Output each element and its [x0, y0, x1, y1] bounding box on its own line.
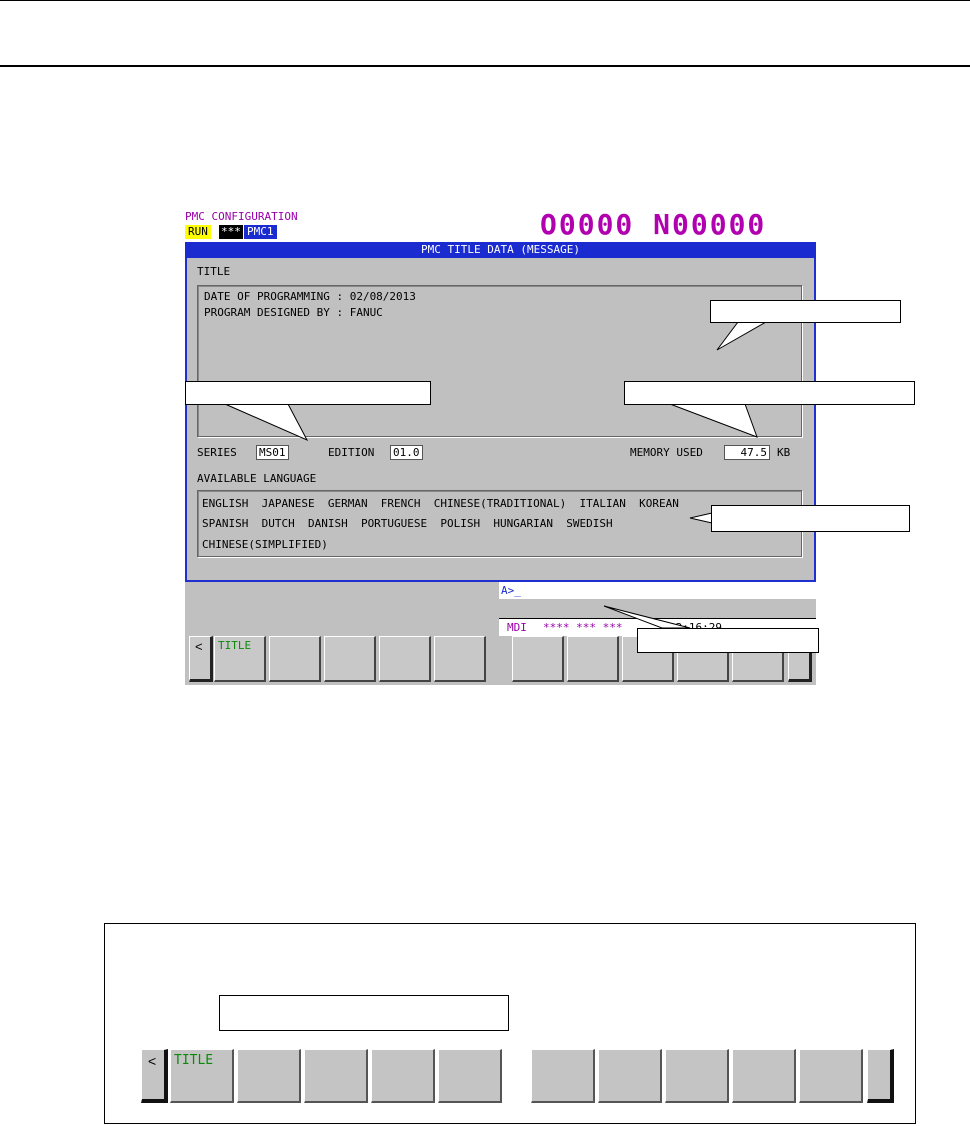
edition-value: 01.0 — [390, 445, 423, 460]
panel-header: PMC TITLE DATA (MESSAGE) — [185, 242, 816, 258]
title-section-label: TITLE — [197, 265, 231, 278]
figure-softkey-title[interactable] — [170, 1049, 234, 1103]
callout-box-memo — [710, 300, 901, 323]
edition-label: EDITION — [328, 446, 375, 459]
callout-box-softkey — [219, 995, 509, 1031]
available-language-label: AVAILABLE LANGUAGE — [197, 472, 317, 485]
figure-softkey-3[interactable] — [304, 1049, 368, 1103]
callout-box-edition — [185, 381, 431, 405]
callout-box-language — [711, 505, 910, 532]
figure-softkey-8[interactable] — [665, 1049, 729, 1103]
figure-softkey-2[interactable] — [237, 1049, 301, 1103]
screen-title: PMC CONFIGURATION — [185, 210, 298, 223]
softkey-title-label: TITLE — [218, 639, 252, 652]
memory-used-value: 47.5 — [724, 445, 770, 460]
title-line-2: PROGRAM DESIGNED BY : FANUC — [204, 306, 383, 319]
figure-chevron-left-icon: < — [148, 1053, 157, 1069]
callout-pointer-memo — [717, 322, 766, 350]
callout-box-status — [637, 628, 819, 653]
mdi-mode: MDI — [507, 621, 527, 634]
figure-next-softkey[interactable] — [867, 1049, 894, 1103]
chevron-left-icon: < — [195, 639, 203, 654]
callout-pointer-status — [604, 606, 690, 628]
figure-previous-softkey[interactable] — [141, 1049, 168, 1103]
figure-softkey-title-label: TITLE — [174, 1053, 214, 1068]
figure-softkey-5[interactable] — [438, 1049, 502, 1103]
figure-softkey-7[interactable] — [598, 1049, 662, 1103]
callout-pointer-edition — [225, 404, 307, 440]
language-line-2: SPANISH DUTCH DANISH PORTUGUESE POLISH HUNGARIAN SWEDISH — [202, 517, 613, 530]
mdi-status-stars: **** *** *** — [543, 621, 623, 634]
alarm-status-badge: *** — [221, 225, 241, 238]
figure-softkey-9[interactable] — [732, 1049, 796, 1103]
series-label: SERIES — [197, 446, 237, 459]
memory-used-label: MEMORY USED — [630, 446, 703, 459]
memory-unit: KB — [777, 446, 791, 459]
pmc-path-badge: PMC1 — [244, 225, 277, 239]
figure-softkey-6[interactable] — [531, 1049, 595, 1103]
figure-softkey-10[interactable] — [799, 1049, 863, 1103]
language-line-1: ENGLISH JAPANESE GERMAN FRENCH CHINESE(TRADITIONAL) ITALIAN KOREAN — [202, 497, 679, 510]
language-line-3: CHINESE(SIMPLIFIED) — [202, 538, 328, 551]
figure-softkey-4[interactable] — [371, 1049, 435, 1103]
callout-pointer-memory — [670, 404, 757, 437]
command-prompt: A>_ — [501, 584, 521, 597]
callout-box-memory — [624, 381, 915, 405]
run-status-badge: RUN — [185, 225, 211, 239]
callout-pointer-language — [690, 513, 712, 523]
title-line-1: DATE OF PROGRAMMING : 02/08/2013 — [204, 290, 416, 303]
program-number: O0000 N00000 — [540, 208, 767, 241]
series-value: MS01 — [256, 445, 289, 460]
